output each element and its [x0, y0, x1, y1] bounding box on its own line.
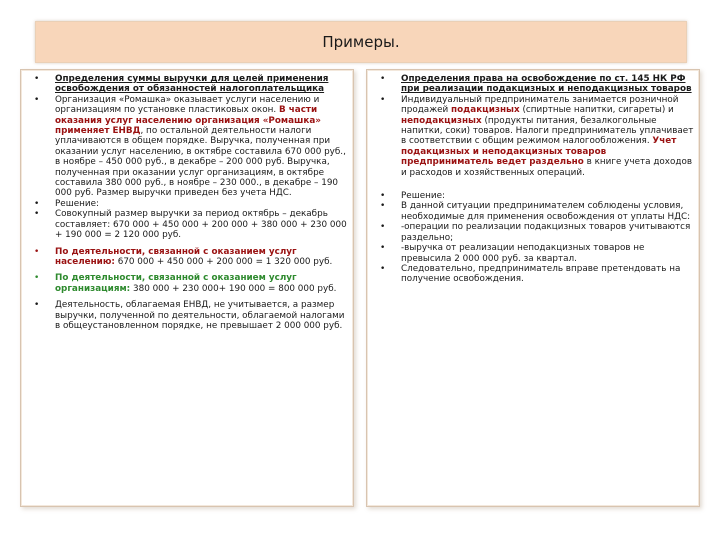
organizations-value: 380 000 + 230 000+ 190 000 = 800 000 руб. [130, 283, 337, 294]
right-heading: Определения права на освобождение по ст. 145 НК РФ при реализации подакцизных и неподакцизных товаров [401, 74, 692, 95]
bullet-icon: • [380, 94, 386, 105]
list-item [380, 95, 695, 178]
solution-label: Решение: [401, 191, 446, 202]
list-item [380, 243, 695, 264]
ip-text-3: (продукты питания, безалкогольные напитки, соки) товаров. Налоги предприниматель уплачивает в соответствии с общим режимом налогообложения. [401, 115, 694, 147]
left-column [20, 69, 354, 507]
example-text: Организация «Ромашка» оказывает услуги населению и организациям по установке пластиковых окон. [55, 94, 320, 116]
bullet-icon: • [380, 201, 386, 212]
example-text-cont: , по остальной деятельности налоги уплачиваются в общем порядке. Выручка, полученная при оказании услуг населению, в октябре составила 670 000 руб., в ноябре – 450 000 руб., в декабре – 200 000 руб. Выручка, полученная при оказании услуг организациям, в октябре составила 380 000 руб., в ноябре – 230 000., в декабре – 190 000 руб. Размер выручки приведен без учета НДС. [55, 126, 346, 199]
nonexcise-highlight: неподакцизных [401, 115, 482, 126]
slide-title: Примеры. [35, 21, 687, 63]
list-item [34, 273, 349, 294]
bullet-icon: • [380, 222, 386, 233]
bullet-icon: • [380, 191, 386, 202]
list-item [380, 222, 695, 243]
bullet-icon: • [34, 273, 40, 284]
bullet-icon: • [34, 74, 40, 84]
population-value: 670 000 + 450 000 + 200 000 = 1 320 000 руб. [114, 256, 333, 267]
solution-label: Решение: [55, 198, 100, 209]
excise-highlight: подакцизных [451, 105, 520, 116]
condition-2: -выручка от реализации неподакцизных товаров не превысила 2 000 000 руб. за квартал. [401, 243, 645, 264]
bullet-icon: • [34, 198, 40, 209]
bullet-icon: • [34, 94, 40, 105]
bullet-icon: • [380, 243, 386, 254]
list-item [34, 209, 349, 240]
ip-text-4: в книге учета доходов и расходов и хозяйственных операций. [401, 157, 693, 178]
envd-highlight: В части оказания услуг населению организация «Ромашка» применяет ЕНВД [55, 105, 321, 137]
right-column [366, 69, 700, 507]
population-label: По деятельности, связанной с оказанием услуг населению: [55, 246, 297, 267]
condition-1: -операции по реализации подакцизных товаров учитываются раздельно; [401, 222, 691, 243]
bullet-icon: • [380, 74, 386, 84]
list-item [380, 191, 695, 201]
list-item [34, 247, 349, 268]
conditions-text: В данной ситуации предпринимателем соблюдены условия, необходимые для применения освобождения от уплаты НДС: [401, 201, 691, 222]
bullet-icon: • [380, 263, 386, 274]
list-item [34, 95, 349, 199]
left-heading: Определения суммы выручки для целей применения освобождения от обязанностей налогоплательщика [55, 74, 329, 95]
total-revenue-text: Совокупный размер выручки за период октябрь – декабрь составляет: 670 000 + 450 000 + 200 000 + 380 000 + 230 000 + 190 000 = 2 120 000 руб. [55, 209, 347, 241]
bullet-icon: • [34, 246, 40, 257]
list-item [34, 300, 349, 331]
bullet-icon: • [34, 300, 40, 311]
conclusion-text: Следовательно, предприниматель вправе претендовать на получение освобождения. [401, 263, 681, 285]
list-item [380, 74, 695, 95]
list-item [34, 74, 349, 95]
envd-conclusion: Деятельность, облагаемая ЕНВД, не учитывается, а размер выручки, полученной по деятельности, облагаемой налогами в общеустановленном порядке, не превышает 2 000 000 руб. [55, 300, 345, 331]
ip-text: Индивидуальный предприниматель занимается розничной продажей [401, 94, 679, 116]
separate-accounting-highlight: Учет подакцизных и неподакцизных товаров предприниматель ведет раздельно [401, 136, 677, 168]
list-item [34, 199, 349, 209]
list-item [380, 264, 695, 285]
list-item [380, 201, 695, 222]
ip-text-2: (спиртные напитки, сигареты) и [519, 105, 674, 116]
bullet-icon: • [34, 209, 40, 220]
organizations-label: По деятельности, связанной с оказанием услуг организациям: [55, 273, 297, 294]
